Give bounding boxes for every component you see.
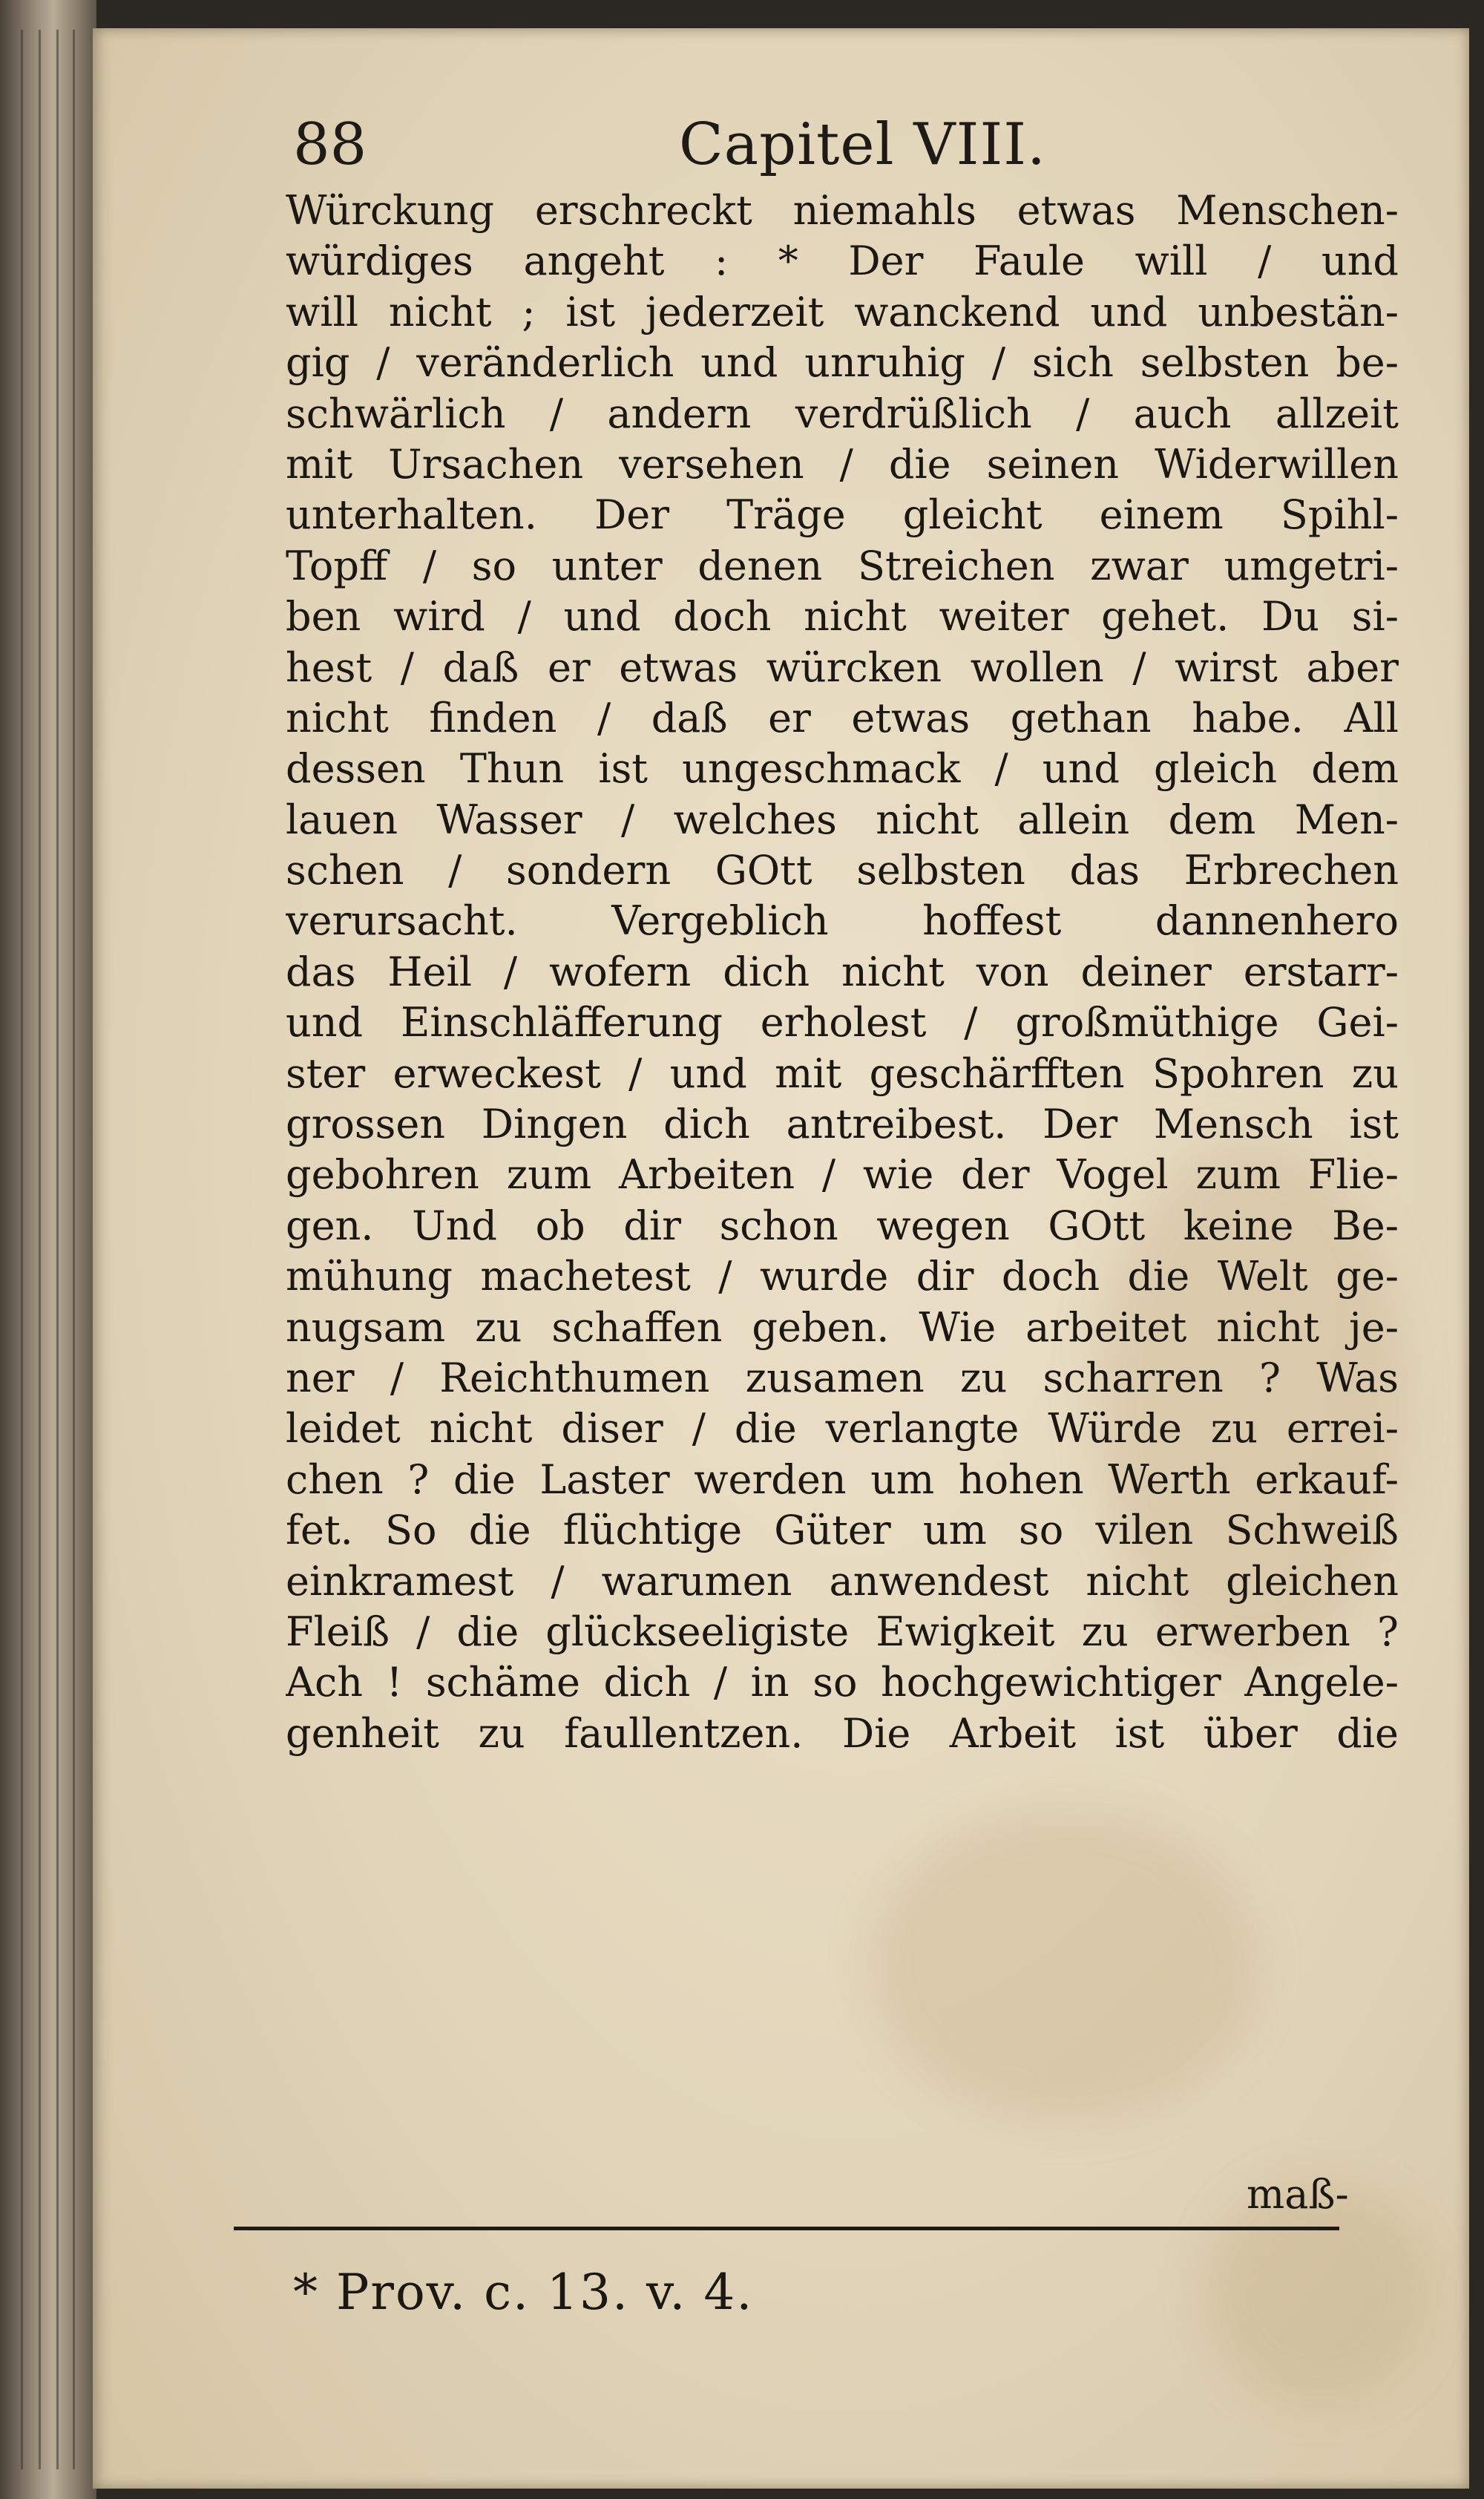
text-line: lauen Wasser / welches nicht allein dem Men-	[286, 796, 1399, 843]
text-line: Fleiß / die glückseeligiste Ewigkeit zu erwerben ?	[286, 1608, 1399, 1655]
text-line: schwärlich / andern verdrüßlich / auch allzeit	[286, 390, 1399, 437]
text-line: einkramest / warumen anwendest nicht gleichen	[286, 1557, 1399, 1605]
text-line: leidet nicht diser / die verlangte Würde zu errei-	[286, 1405, 1399, 1452]
footnote: * Prov. c. 13. v. 4.	[293, 2264, 754, 2321]
page-edge-line	[56, 30, 59, 2469]
text-line: unterhalten. Der Träge gleicht einem Spihl-	[286, 491, 1399, 539]
text-line: verursacht. Vergeblich hoffest dannenhero	[286, 897, 1399, 945]
running-head	[293, 111, 1406, 193]
chapter-title: Capitel VIII.	[679, 111, 1046, 178]
page-edge-line	[73, 30, 75, 2469]
page-number: 88	[293, 111, 367, 178]
text-line: mit Ursachen versehen / die seinen Widerwillen	[286, 440, 1399, 488]
text-line: Ach ! schäme dich / in so hochgewichtiger Angele-	[286, 1659, 1399, 1706]
body-text	[286, 186, 1399, 1759]
text-line: grossen Dingen dich antreibest. Der Mensch ist	[286, 1101, 1399, 1148]
text-line: genheit zu faullentzen. Die Arbeit ist über die	[286, 1709, 1399, 1757]
page-edge	[0, 0, 96, 2499]
text-line: nicht finden / daß er etwas gethan habe. All	[286, 694, 1399, 741]
footnote-rule	[234, 2227, 1339, 2230]
text-line: fet. So die flüchtige Güter um so vilen Schweiß	[286, 1507, 1399, 1554]
text-line: und Einschläfferung erholest / großmüthige Gei-	[286, 999, 1399, 1047]
text-line: will nicht ; ist jederzeit wanckend und unbestän-	[286, 288, 1399, 335]
page-edge-line	[21, 30, 23, 2469]
text-line: ben wird / und doch nicht weiter gehet. Du si-	[286, 593, 1399, 641]
text-line: nugsam zu schaffen geben. Wie arbeitet nicht je-	[286, 1303, 1399, 1351]
text-line: das Heil / wofern dich nicht von deiner erstarr-	[286, 948, 1399, 995]
text-line: hest / daß er etwas würcken wollen / wirst aber	[286, 643, 1399, 691]
text-line: gebohren zum Arbeiten / wie der Vogel zum Flie-	[286, 1151, 1399, 1199]
text-line: ner / Reichthumen zusamen zu scharren ? Was	[286, 1354, 1399, 1401]
text-line: Würckung erschreckt niemahls etwas Menschen-	[286, 187, 1399, 234]
text-line: chen ? die Laster werden um hohen Werth erkauf-	[286, 1455, 1399, 1503]
page-edge-line	[39, 30, 41, 2469]
catchword: maß-	[1247, 2171, 1349, 2218]
text-line: mühung machetest / wurde dir doch die Welt ge-	[286, 1253, 1399, 1300]
text-line: würdiges angeht : * Der Faule will / und	[286, 238, 1399, 285]
text-line: dessen Thun ist ungeschmack / und gleich dem	[286, 745, 1399, 793]
text-line: schen / sondern GOtt selbsten das Erbrechen	[286, 847, 1399, 894]
text-line: Topff / so unter denen Streichen zwar umgetri-	[286, 542, 1399, 589]
paper-stain	[872, 1809, 1258, 2121]
text-line: ster erweckest / und mit geschärfften Spohren zu	[286, 1049, 1399, 1097]
text-line: gig / veränderlich und unruhig / sich selbsten be-	[286, 339, 1399, 387]
text-line: gen. Und ob dir schon wegen GOtt keine Be-	[286, 1202, 1399, 1249]
